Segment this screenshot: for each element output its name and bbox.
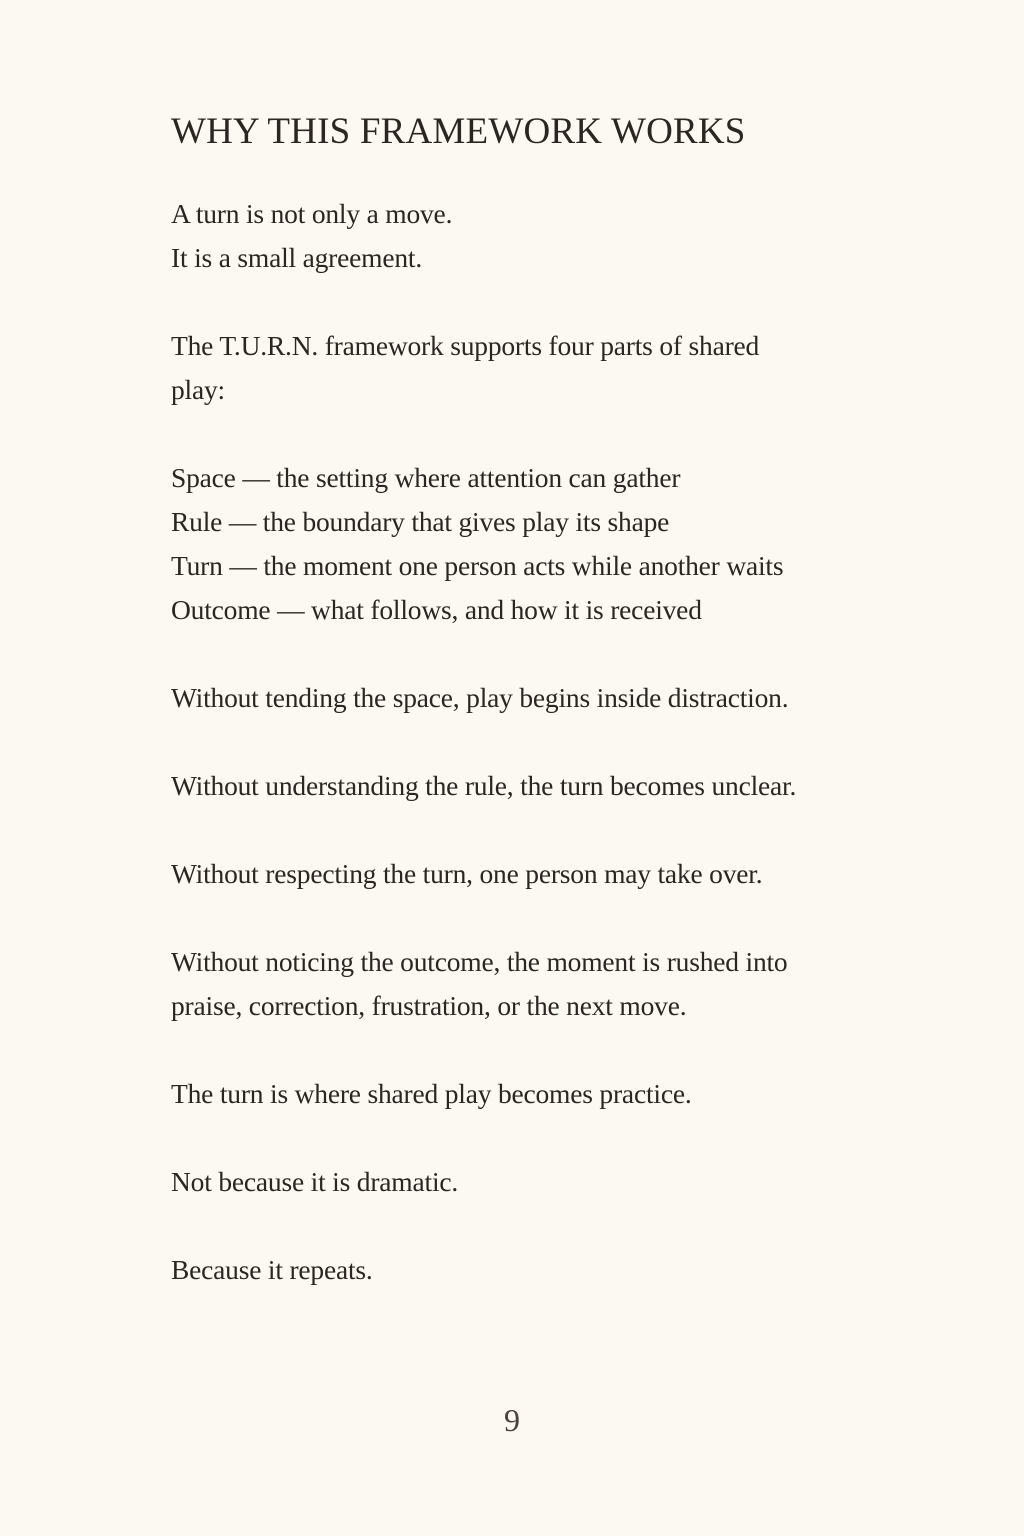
not-dramatic-paragraph: Not because it is dramatic. — [171, 1166, 459, 1197]
part-turn: Turn — the moment one person acts while another waits — [171, 550, 784, 581]
practice-paragraph: The turn is where shared play becomes practice. — [171, 1078, 692, 1109]
intro-line: It is a small agreement. — [171, 242, 423, 273]
intro-paragraph — [171, 192, 871, 280]
framework-line: The T.U.R.N. framework supports four parts of shared — [171, 330, 760, 361]
without-outcome-paragraph — [171, 940, 871, 1028]
part-space: Space — the setting where attention can gather — [171, 462, 681, 493]
without-outcome-line: Without noticing the outcome, the moment is rushed into — [171, 946, 788, 977]
without-outcome-line: praise, correction, frustration, or the next move. — [171, 990, 687, 1021]
page-title: WHY THIS FRAMEWORK WORKS — [171, 111, 746, 152]
repeats-paragraph: Because it repeats. — [171, 1254, 373, 1285]
parts-list — [171, 456, 871, 632]
framework-paragraph — [171, 324, 871, 412]
part-rule: Rule — the boundary that gives play its shape — [171, 506, 670, 537]
without-turn-paragraph: Without respecting the turn, one person may take over. — [171, 858, 763, 889]
page-content — [171, 108, 871, 1336]
without-rule-paragraph: Without understanding the rule, the turn becomes unclear. — [171, 770, 797, 801]
without-space-paragraph: Without tending the space, play begins inside distraction. — [171, 682, 789, 713]
page-number: 9 — [504, 1402, 520, 1438]
framework-line: play: — [171, 374, 225, 405]
part-outcome: Outcome — what follows, and how it is received — [171, 594, 702, 625]
intro-line: A turn is not only a move. — [171, 198, 453, 229]
